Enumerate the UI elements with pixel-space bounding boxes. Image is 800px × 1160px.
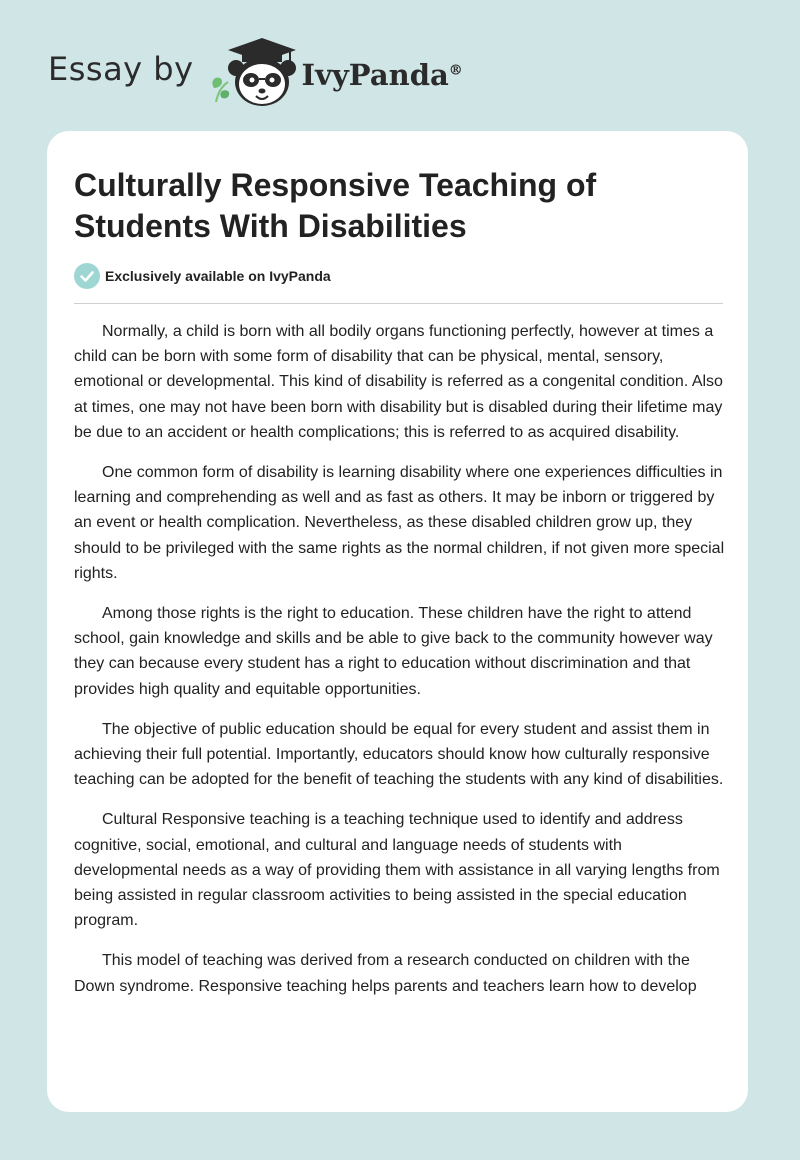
title-divider xyxy=(74,303,723,304)
paragraph: Among those rights is the right to education. These children have the right to attend school, gain knowledge and skills and be able to give back to the community however way they can because every student has a right to education without discrimination and that provides high quality and equitable opportunities. xyxy=(74,605,713,698)
paragraph: The objective of public education should be equal for every student and assist them in achieving their full potential. Importantly, educators should know how culturally responsive teaching can be adopted for the benefit of teaching the students with any kind of disabilities. xyxy=(74,720,724,789)
paragraph: One common form of disability is learning disability where one experiences difficulties in learning and comprehending as well and as fast as others. It may be inborn or triggered by an event or health complication. Nevertheless, as these disabled children grow up, they should to be privileged with the same rights as the normal children, if not given more special rights. xyxy=(74,464,725,582)
essay-body xyxy=(74,319,725,1014)
badge-label: Exclusively available on IvyPanda xyxy=(105,268,331,284)
site-brand[interactable] xyxy=(48,36,463,108)
brand-name xyxy=(302,58,463,92)
brand-name-text: IvyPanda xyxy=(301,58,449,92)
registered-mark: ® xyxy=(448,62,463,79)
page-title: Culturally Responsive Teaching of Students With Disabilities xyxy=(74,167,597,244)
paragraph: Cultural Responsive teaching is a teaching technique used to identify and address cognitive, social, emotional, and cultural and language needs of students with developmental needs as a way of providing them with assistance in all varying lengths from being assisted in regular classroom activities to being assisted in the special education program. xyxy=(74,811,720,930)
checkmark-icon xyxy=(74,263,100,289)
paragraph: This model of teaching was derived from a research conducted on children with the Down syndrome. Responsive teaching helps parents and teachers learn how to develop xyxy=(74,952,697,995)
exclusive-badge xyxy=(74,263,331,289)
brand-prefix: Essay by xyxy=(48,50,194,88)
paragraph: Normally, a child is born with all bodily organs functioning perfectly, however at times a child can be born with some form of disability that can be physical, mental, sensory, emotional or developmental. This kind of disability is referred as a congenital condition. Also at times, one may not have been born with disability but is disabled during their lifetime may be due to an accident or health complications; this is referred to as acquired disability. xyxy=(74,323,723,441)
essay-card xyxy=(47,131,748,1112)
panda-logo-icon xyxy=(208,36,300,108)
